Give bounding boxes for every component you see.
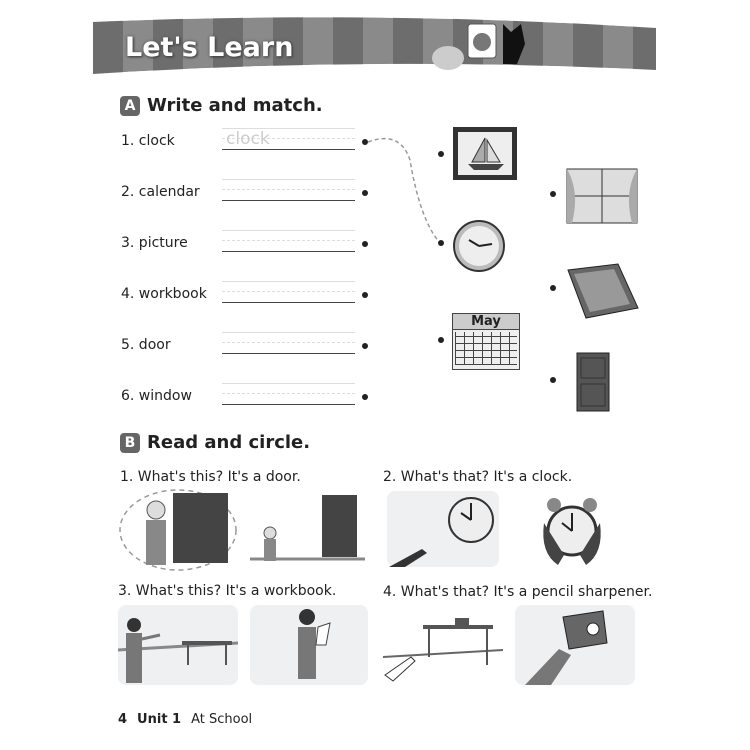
unit-topic: At School bbox=[191, 712, 253, 727]
answer-line[interactable] bbox=[222, 179, 355, 201]
section-a-heading bbox=[120, 95, 323, 116]
question-4: 4. What's that? It's a pencil sharpener. bbox=[383, 584, 653, 600]
word-label: 1. clock bbox=[121, 133, 175, 149]
section-b-heading bbox=[120, 432, 310, 453]
picture-icon bbox=[452, 126, 518, 181]
unit-label: Unit 1 bbox=[137, 712, 182, 727]
answer-line[interactable] bbox=[222, 281, 355, 303]
question-3: 3. What's this? It's a workbook. bbox=[118, 583, 337, 599]
match-dot[interactable] bbox=[438, 240, 444, 246]
section-a-title: Write and match. bbox=[147, 95, 323, 116]
boy-holding-book-icon bbox=[250, 605, 368, 685]
clock-that-option[interactable] bbox=[387, 491, 499, 567]
workbook-that-option[interactable] bbox=[118, 605, 238, 685]
boy-pointing-table-icon bbox=[118, 605, 238, 685]
question-1: 1. What's this? It's a door. bbox=[120, 469, 301, 485]
sharpener-this-option[interactable] bbox=[515, 605, 635, 685]
window-icon bbox=[566, 168, 638, 224]
answer-line[interactable] bbox=[222, 230, 355, 252]
section-b-badge: B bbox=[120, 433, 140, 453]
section-b-title: Read and circle. bbox=[147, 432, 311, 453]
hand-sharpener-icon bbox=[515, 605, 635, 685]
footer bbox=[118, 712, 252, 727]
answer-line[interactable] bbox=[222, 332, 355, 354]
match-dot[interactable] bbox=[362, 292, 368, 298]
door-this-option[interactable] bbox=[118, 488, 240, 573]
section-a-badge: A bbox=[120, 96, 140, 116]
match-line bbox=[360, 130, 450, 250]
match-dot[interactable] bbox=[550, 285, 556, 291]
sharpener-that-option[interactable] bbox=[383, 605, 503, 685]
calendar-month: May bbox=[453, 314, 519, 330]
page-number: 4 bbox=[118, 712, 128, 727]
table-sharpener-icon bbox=[383, 605, 503, 685]
match-dot[interactable] bbox=[438, 151, 444, 157]
answer-line[interactable] bbox=[222, 383, 355, 405]
word-label: 4. workbook bbox=[121, 286, 207, 302]
answer-text: clock bbox=[226, 129, 270, 149]
match-dot[interactable] bbox=[550, 377, 556, 383]
wall-clock-icon bbox=[387, 491, 499, 567]
calendar-icon bbox=[452, 313, 520, 370]
word-label: 5. door bbox=[121, 337, 171, 353]
match-dot[interactable] bbox=[438, 337, 444, 343]
alarm-clock-this-option[interactable] bbox=[540, 493, 605, 568]
question-2: 2. What's that? It's a clock. bbox=[383, 469, 573, 485]
workbook-this-option[interactable] bbox=[250, 605, 368, 685]
workbook-icon bbox=[564, 262, 640, 320]
page-title: Let's Learn bbox=[125, 32, 294, 63]
door-that-option[interactable] bbox=[250, 495, 365, 565]
match-dot[interactable] bbox=[362, 394, 368, 400]
word-label: 2. calendar bbox=[121, 184, 200, 200]
word-label: 3. picture bbox=[121, 235, 188, 251]
door-icon bbox=[576, 352, 610, 412]
match-dot[interactable] bbox=[550, 191, 556, 197]
match-dot[interactable] bbox=[362, 343, 368, 349]
clock-icon bbox=[452, 218, 506, 274]
word-label: 6. window bbox=[121, 388, 192, 404]
answer-line[interactable] bbox=[222, 128, 355, 150]
